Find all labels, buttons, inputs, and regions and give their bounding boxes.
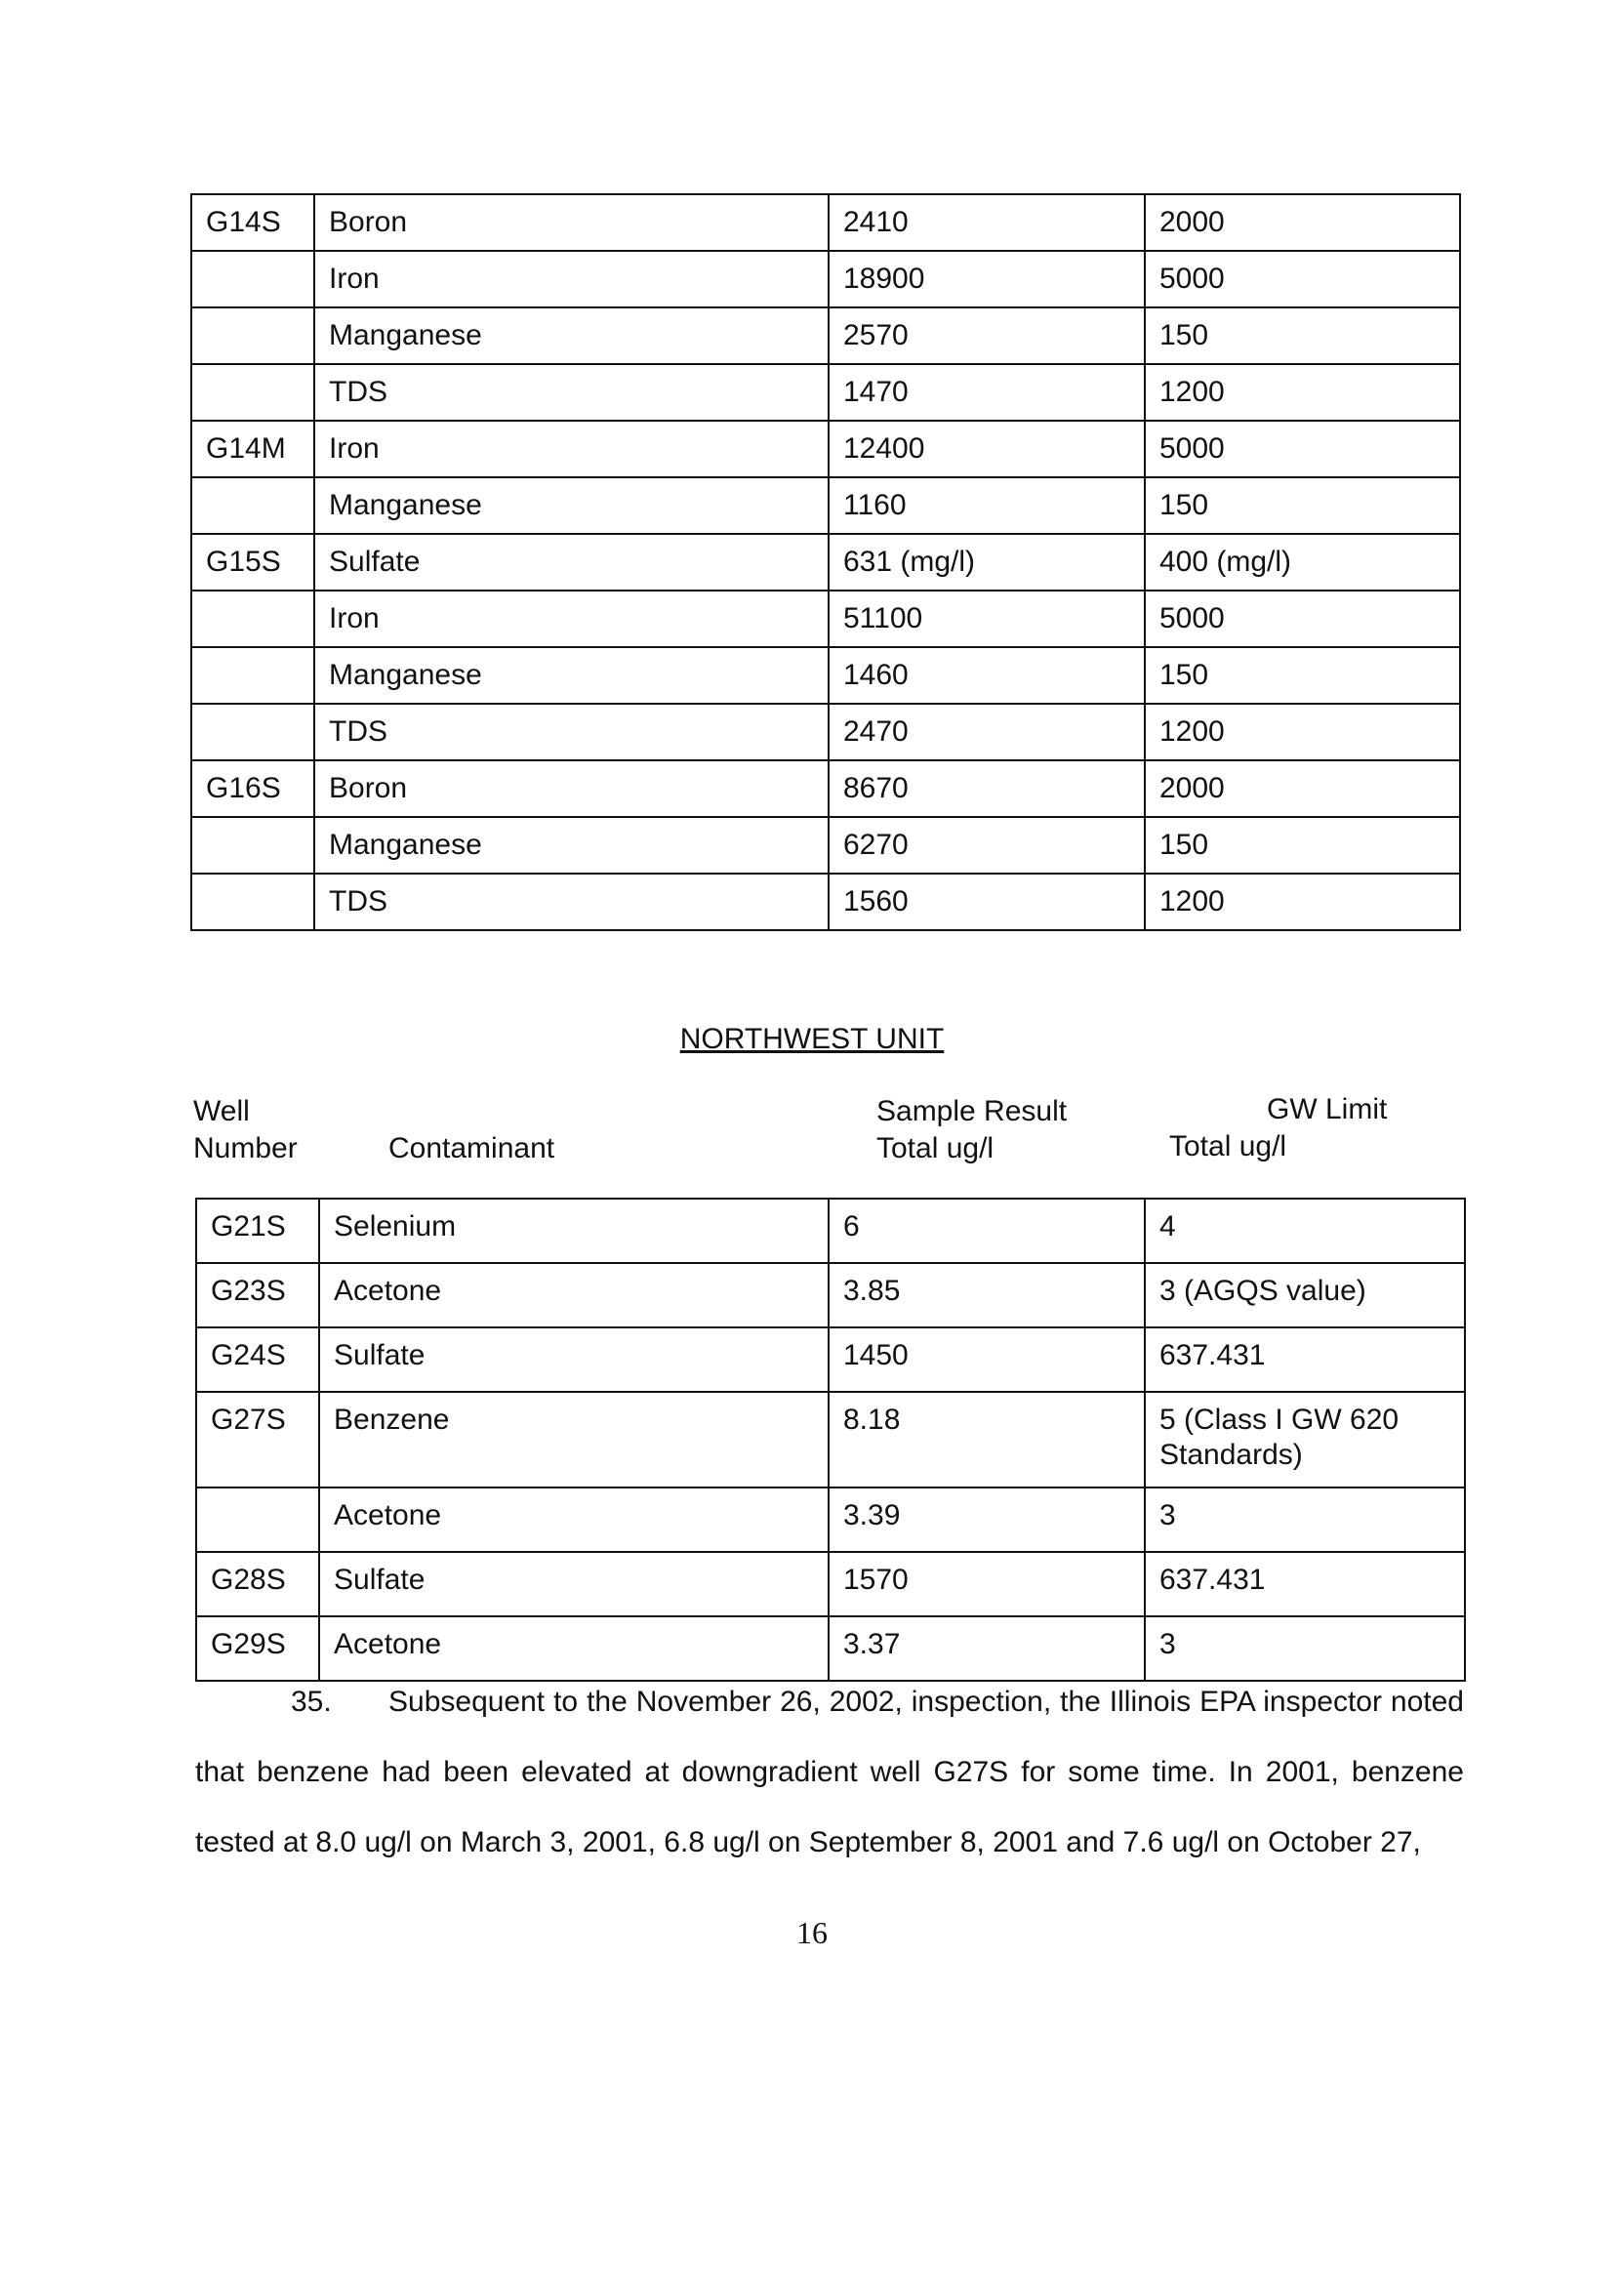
- well-cell: G27S: [196, 1392, 319, 1487]
- header-limit-line2: Total ug/l: [1169, 1130, 1287, 1162]
- result-cell: 1470: [829, 364, 1145, 421]
- table-row: [196, 1327, 1465, 1392]
- contaminant-cell: Acetone: [319, 1616, 829, 1681]
- result-cell: 8670: [829, 760, 1145, 817]
- table-row: [196, 1263, 1465, 1327]
- result-cell: 1570: [829, 1552, 1145, 1616]
- result-cell: 6270: [829, 817, 1145, 874]
- well-cell: [191, 874, 314, 930]
- result-cell: 631 (mg/l): [829, 534, 1145, 591]
- result-cell: 2410: [829, 194, 1145, 251]
- site-contaminant-table: [190, 193, 1461, 931]
- well-cell: [191, 364, 314, 421]
- limit-cell: 3 (AGQS value): [1145, 1263, 1465, 1327]
- contaminant-cell: TDS: [314, 874, 829, 930]
- table-row: [196, 1392, 1465, 1487]
- limit-cell: 150: [1145, 477, 1460, 534]
- header-sample-result: [876, 1093, 1067, 1167]
- well-cell: [191, 307, 314, 364]
- result-cell: 2470: [829, 704, 1145, 760]
- header-result-line1: Sample Result: [876, 1095, 1068, 1127]
- table-row: [191, 704, 1460, 760]
- limit-cell: 1200: [1145, 364, 1460, 421]
- well-cell: G28S: [196, 1552, 319, 1616]
- well-cell: G14M: [191, 421, 314, 477]
- paragraph-text: Subsequent to the November 26, 2002, inspection, the Illinois EPA inspector noted that benzene had been elevated at downgradient well G27S for some time. In 2001, benzene tested at 8.0 ug/l on March 3, 2001, 6.8 ug/l on September 8, 2001 and 7.6 ug/l on October 27,: [195, 1686, 1464, 1858]
- paragraph-35: [195, 1667, 1464, 1878]
- result-cell: 6: [829, 1199, 1145, 1263]
- contaminant-cell: Selenium: [319, 1199, 829, 1263]
- limit-cell: 400 (mg/l): [1145, 534, 1460, 591]
- well-cell: [196, 1487, 319, 1552]
- contaminant-cell: Iron: [314, 251, 829, 307]
- contaminant-cell: Iron: [314, 591, 829, 647]
- header-limit-line1: GW Limit: [1267, 1093, 1388, 1125]
- contaminant-cell: TDS: [314, 364, 829, 421]
- table-row: [191, 817, 1460, 874]
- limit-cell: 150: [1145, 307, 1460, 364]
- limit-cell: 5000: [1145, 251, 1460, 307]
- limit-cell: 5000: [1145, 591, 1460, 647]
- limit-cell: 1200: [1145, 704, 1460, 760]
- well-cell: G21S: [196, 1199, 319, 1263]
- limit-cell: 1200: [1145, 874, 1460, 930]
- northwest-unit-table: [195, 1198, 1466, 1682]
- limit-cell: 3: [1145, 1487, 1465, 1552]
- well-cell: [191, 817, 314, 874]
- table-row: [196, 1199, 1465, 1263]
- limit-cell: 3: [1145, 1616, 1465, 1681]
- contaminant-cell: Manganese: [314, 817, 829, 874]
- contaminant-cell: Iron: [314, 421, 829, 477]
- well-cell: [191, 251, 314, 307]
- result-cell: 3.85: [829, 1263, 1145, 1327]
- table-row: [196, 1487, 1465, 1552]
- header-contaminant: Contaminant: [388, 1132, 555, 1164]
- limit-cell: 637.431: [1145, 1552, 1465, 1616]
- table-row: [191, 760, 1460, 817]
- well-cell: [191, 477, 314, 534]
- table-row: [191, 364, 1460, 421]
- header-well-line1: Well: [193, 1095, 250, 1127]
- well-cell: G29S: [196, 1616, 319, 1681]
- well-cell: [191, 647, 314, 704]
- well-cell: [191, 704, 314, 760]
- table-row: [191, 477, 1460, 534]
- table-row: [196, 1552, 1465, 1616]
- result-cell: 1160: [829, 477, 1145, 534]
- contaminant-cell: Sulfate: [314, 534, 829, 591]
- well-cell: G15S: [191, 534, 314, 591]
- table-row: [191, 591, 1460, 647]
- limit-cell: 5 (Class I GW 620 Standards): [1145, 1392, 1465, 1487]
- limit-cell: 2000: [1145, 760, 1460, 817]
- table-row: [191, 421, 1460, 477]
- result-cell: 1450: [829, 1327, 1145, 1392]
- table-row: [191, 874, 1460, 930]
- contaminant-cell: Acetone: [319, 1487, 829, 1552]
- result-cell: 3.39: [829, 1487, 1145, 1552]
- contaminant-cell: Manganese: [314, 307, 829, 364]
- contaminant-cell: Acetone: [319, 1263, 829, 1327]
- result-cell: 51100: [829, 591, 1145, 647]
- contaminant-cell: Manganese: [314, 647, 829, 704]
- result-cell: 12400: [829, 421, 1145, 477]
- limit-cell: 637.431: [1145, 1327, 1465, 1392]
- contaminant-cell: Boron: [314, 194, 829, 251]
- table-row: [191, 194, 1460, 251]
- table-row: [191, 251, 1460, 307]
- result-cell: 8.18: [829, 1392, 1145, 1487]
- page-number: 16: [796, 1915, 828, 1950]
- result-cell: 2570: [829, 307, 1145, 364]
- contaminant-cell: Sulfate: [319, 1327, 829, 1392]
- well-cell: G16S: [191, 760, 314, 817]
- result-cell: 3.37: [829, 1616, 1145, 1681]
- header-well-line2: Number: [193, 1132, 298, 1164]
- contaminant-cell: Benzene: [319, 1392, 829, 1487]
- header-result-line2: Total ug/l: [876, 1132, 995, 1164]
- paragraph-number: 35.: [291, 1686, 332, 1718]
- well-cell: G24S: [196, 1327, 319, 1392]
- table-row: [191, 534, 1460, 591]
- section-title: NORTHWEST UNIT: [679, 1023, 945, 1055]
- result-cell: 1460: [829, 647, 1145, 704]
- table-row: [191, 647, 1460, 704]
- well-cell: [191, 591, 314, 647]
- limit-cell: 4: [1145, 1199, 1465, 1263]
- result-cell: 18900: [829, 251, 1145, 307]
- result-cell: 1560: [829, 874, 1145, 930]
- contaminant-cell: TDS: [314, 704, 829, 760]
- table-row: [191, 307, 1460, 364]
- contaminant-cell: Sulfate: [319, 1552, 829, 1616]
- limit-cell: 150: [1145, 647, 1460, 704]
- limit-cell: 150: [1145, 817, 1460, 874]
- header-well-number: [193, 1093, 298, 1167]
- well-cell: G23S: [196, 1263, 319, 1327]
- limit-cell: 5000: [1145, 421, 1460, 477]
- contaminant-cell: Boron: [314, 760, 829, 817]
- header-gw-limit: [1169, 1091, 1387, 1165]
- well-cell: G14S: [191, 194, 314, 251]
- limit-cell: 2000: [1145, 194, 1460, 251]
- contaminant-cell: Manganese: [314, 477, 829, 534]
